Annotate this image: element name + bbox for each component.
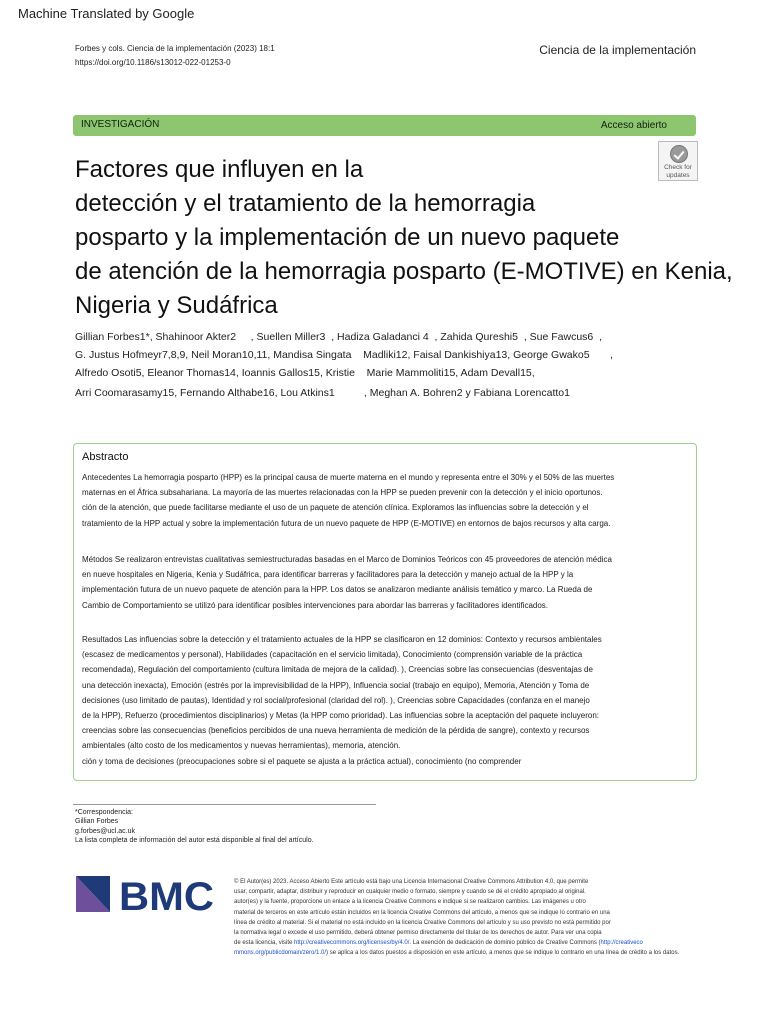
citation-block (75, 42, 275, 70)
journal-name: Ciencia de la implementación (539, 43, 696, 57)
title-line: Nigeria y Sudáfrica (75, 292, 278, 319)
author-line: G. Justus Hofmeyr7,8,9, Neil Moran10,11, Mandisa Singata Madliki12, Faisal Dankishiya13, George Gwako5 , (75, 349, 613, 361)
author-line: Arri Coomarasamy15, Fernando Althabe16, Lou Atkins1 , Meghan A. Bohren2 y Fabiana Lorencatto1 (75, 387, 570, 399)
correspondence-label: *Correspondencia: (75, 809, 133, 816)
cc-zero-link[interactable]: http://creativeco (600, 940, 643, 947)
check-for-updates-label: Check for updates (664, 164, 692, 179)
title-line: detección y el tratamiento de la hemorragia (75, 190, 536, 217)
correspondence-block (75, 808, 314, 846)
cc-zero-link-cont[interactable]: mmons.org/publicdomain/zero/1.0/ (234, 950, 327, 957)
correspondence-email[interactable]: g.forbes@ucl.ac.uk (75, 827, 136, 835)
article-type-bar (73, 115, 696, 136)
abstract-results: Resultados Las influencias sobre la detección y el tratamiento actuales de la HPP se clasificaron en 12 dominios: Contexto y recursos ambientales (escasez de medicamentos y personal), Habilidades (capacitación en el servicio limitada), Conocimiento (comprensión variable de la práctica recomendada), Regulación del comportamiento (cultura limitada de mejora de la calidad). ), Creencias sobre las consecuencias (desventajas de una detección inexacta), Emoción (estrés por la imprevisibilidad de la HPP), Influencia social (trabajo en equipo), Memoria, Atención y Toma de decisiones (uso limitado de pautas), Identidad y rol social/profesional (claridad del rol). ), Creencias sobre Capacidades (confanza en el manejo de la HPP), Refuerzo (procedimientos disciplinarios) y Metas (la HPP como prioridad). Las influencias sobre la aceptación del paquete incluyeron: creencias sobre las consecuencias (beneficios percibidos de una nueva herramienta de medición de la pérdida de sangre), contexto y recursos ambientales (alto costo de los medicamentos y nuevas herramientas), memoria, atención. ción y toma de decisiones (preocupaciones sobre si el paquete se ajusta a la práctica actual), conocimiento (no comprender (82, 635, 602, 766)
article-type-label: INVESTIGACIÓN (81, 119, 160, 130)
title-line: Factores que influyen en la (75, 156, 364, 183)
author-info-note: La lista completa de información del autor está disponible al final del artículo. (75, 837, 314, 845)
citation-line: Forbes y cols. Ciencia de la implementación (2023) 18:1 (75, 44, 275, 53)
bmc-logo-text: BMC (119, 876, 214, 914)
title-line: posparto y la implementación de un nuevo paquete (75, 224, 620, 251)
abstract-methods: Métodos Se realizaron entrevistas cualitativas semiestructuradas basadas en el Marco de Dominios Teóricos con 45 proveedores de atención médica en nueve hospitales en Nigeria, Kenia y Sudáfrica, para identificar barreras y facilitadores para la detección y manejo actual de la HPP y la implementación futura de un nuevo paquete de atención para la HPP. Los datos se analizaron mediante análisis temático y marco. La Rueda de Cambio de Comportamiento se utilizó para identificar posibles intervenciones para abordar las barreras y facilitadores identificados. (82, 555, 612, 610)
open-access-label: Acceso abierto (600, 120, 667, 131)
abstract-box (73, 443, 697, 781)
abstract-background: Antecedentes La hemorragia posparto (HPP) es la principal causa de muerte materna en el mundo y representa entre el 30% y el 50% de las muertes maternas en el África subsahariana. La mayoría de las muertes relacionadas con la HPP se pueden prevenir con la detección y el inicio oportunos. ción de la atención, que puede facilitarse mediante el uso de un paquete de atención clínica. Exploramos las influencias sobre la detección y el tratamiento de la HPP actual y sobre la implementación futura de un nuevo paquete de HPP (E-MOTIVE) en entornos de bajos recursos y alta carga. (82, 473, 615, 528)
bmc-logo (76, 876, 216, 914)
machine-translated-banner: Machine Translated by Google (18, 6, 195, 21)
author-line: Alfredo Osoti5, Eleanor Thomas14, Ioannis Gallos15, Kristie Marie Mammoliti15, Adam Devall15, (75, 367, 535, 379)
article-title (75, 153, 768, 323)
cc-license-link[interactable]: http://creativecommons.org/licenses/by/4.0/ (294, 940, 410, 947)
abstract-heading: Abstracto (82, 451, 129, 463)
footnote-divider (73, 804, 376, 805)
author-line: Gillian Forbes1*, Shahinoor Akter2 , Suellen Miller3 , Hadiza Galadanci 4 , Zahida Qureshi5 , Sue Fawcus6 , (75, 331, 603, 343)
title-line: de atención de la hemorragia posparto (E-MOTIVE) en Kenia, (75, 258, 733, 285)
correspondence-name: Gillian Forbes (75, 818, 119, 826)
license-text: © El Autor(es) 2023. Acceso Abierto Este artículo está bajo una Licencia Internacional Creative Commons Attribution 4.0, que permite usar, compartir, adaptar, distribuir y reproducir en cualquier medio o formato, siempre y cuando se dé el crédito apropiado al original. autor(es) y la fuente, proporcione un enlace a la licencia Creative Commons e indique si se realizaron cambios. Las imágenes u otro material de terceros en este artículo están incluidos en la licencia Creative Commons del artículo, a menos que se indique lo contrario en una línea de crédito al material. Si el material no está incluido en la licencia Creative Commons del artículo y su uso previsto no está permitido por la normativa legal o excede el uso permitido, deberá obtener permiso directamente del titular de los derechos de autor. Para ver una copia de esta licencia, visite http://creativecommons.org/licenses/by/4.0/. La exención de dedicación de dominio público de Creative Commons (http://creativeco mmons.org/publicdomain/zero/1.0/) se aplica a los datos puestos a disposición en este artículo, a menos que se indique lo contrario en una línea de crédito a los datos. (234, 879, 680, 957)
doi-link[interactable]: https://doi.org/10.1186/s13012-022-01253-0 (75, 58, 231, 67)
